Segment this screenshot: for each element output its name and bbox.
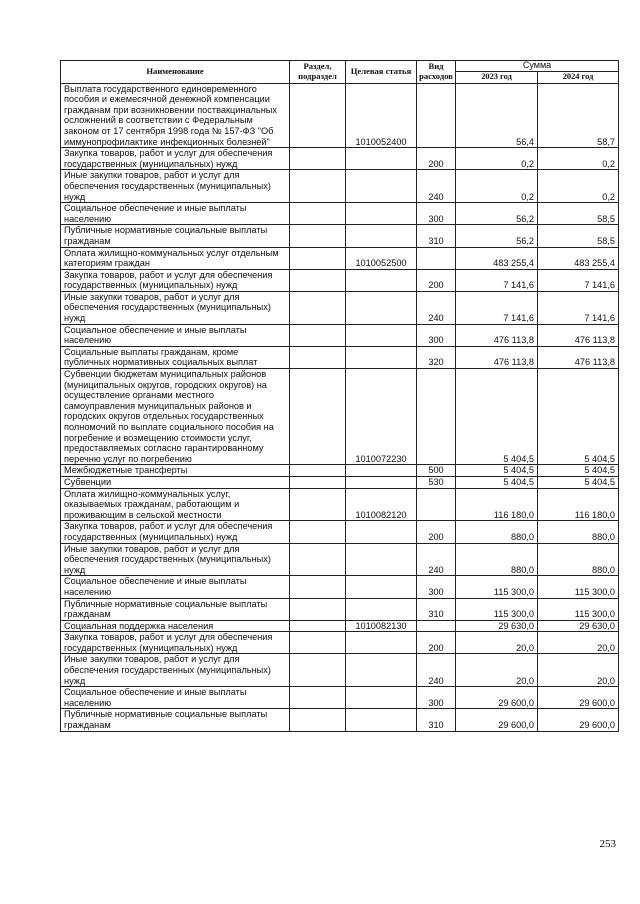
row-type-cell: 300 xyxy=(417,324,456,346)
row-name-cell: Субвенции бюджетам муниципальных районов (муниципальных округов, городских округов) на осуществление органами местного самоуправления муниципальных районов и городских округов отдельных государственных полномочий по выплате социального пособия на погребение и возмещению стоимости услуг, предоставляемых согласно гарантированному перечню услуг по погребению xyxy=(61,369,290,465)
row-type-cell xyxy=(417,247,456,269)
row-sum-2023-cell: 7 141,6 xyxy=(456,269,538,291)
row-name-cell: Иные закупки товаров, работ и услуг для обеспечения государственных (муниципальных) нужд xyxy=(61,543,290,576)
row-sum-2023-cell: 483 255,4 xyxy=(456,247,538,269)
row-sum-2023-cell: 880,0 xyxy=(456,521,538,543)
row-sum-2024-cell: 880,0 xyxy=(538,543,619,576)
row-sum-2023-cell: 56,2 xyxy=(456,203,538,225)
header-year-2023: 2023 год xyxy=(456,71,538,83)
row-type-cell: 200 xyxy=(417,269,456,291)
row-sum-2023-cell: 476 113,8 xyxy=(456,324,538,346)
row-target-cell xyxy=(346,465,417,477)
row-section-cell xyxy=(290,632,346,654)
row-sum-2023-cell: 5 404,5 xyxy=(456,465,538,477)
table-row xyxy=(61,225,619,247)
row-sum-2024-cell: 20,0 xyxy=(538,632,619,654)
row-type-cell xyxy=(417,83,456,148)
row-sum-2023-cell: 5 404,5 xyxy=(456,369,538,465)
row-sum-2023-cell: 0,2 xyxy=(456,148,538,170)
row-name-cell: Социальные выплаты гражданам, кроме публичных нормативных социальных выплат xyxy=(61,346,290,368)
row-sum-2024-cell: 58,5 xyxy=(538,225,619,247)
row-sum-2024-cell: 58,5 xyxy=(538,203,619,225)
row-sum-2024-cell: 116 180,0 xyxy=(538,488,619,521)
row-target-cell: 1010052400 xyxy=(346,83,417,148)
row-type-cell: 310 xyxy=(417,709,456,731)
table-row xyxy=(61,324,619,346)
table-row xyxy=(61,632,619,654)
header-target: Целевая статья xyxy=(346,61,417,84)
row-sum-2023-cell: 115 300,0 xyxy=(456,598,538,620)
row-section-cell xyxy=(290,620,346,632)
row-type-cell: 200 xyxy=(417,521,456,543)
row-target-cell: 1010052500 xyxy=(346,247,417,269)
row-type-cell: 310 xyxy=(417,225,456,247)
row-type-cell: 300 xyxy=(417,687,456,709)
table-row xyxy=(61,247,619,269)
row-sum-2023-cell: 116 180,0 xyxy=(456,488,538,521)
row-target-cell xyxy=(346,476,417,488)
row-type-cell: 300 xyxy=(417,203,456,225)
table-row xyxy=(61,598,619,620)
row-sum-2023-cell: 115 300,0 xyxy=(456,576,538,598)
row-target-cell: 1010072230 xyxy=(346,369,417,465)
row-sum-2024-cell: 7 141,6 xyxy=(538,291,619,324)
table-row xyxy=(61,488,619,521)
row-sum-2024-cell: 0,2 xyxy=(538,148,619,170)
row-sum-2023-cell: 880,0 xyxy=(456,543,538,576)
row-name-cell: Иные закупки товаров, работ и услуг для обеспечения государственных (муниципальных) нужд xyxy=(61,654,290,687)
table-row xyxy=(61,346,619,368)
row-sum-2024-cell: 7 141,6 xyxy=(538,269,619,291)
row-section-cell xyxy=(290,465,346,477)
table-row xyxy=(61,148,619,170)
row-name-cell: Оплата жилищно-коммунальных услуг, оказываемых гражданам, работающим и проживающим в сельской местности xyxy=(61,488,290,521)
row-type-cell xyxy=(417,369,456,465)
budget-table xyxy=(60,60,619,732)
table-row xyxy=(61,687,619,709)
row-type-cell: 240 xyxy=(417,654,456,687)
row-section-cell xyxy=(290,687,346,709)
row-name-cell: Публичные нормативные социальные выплаты гражданам xyxy=(61,709,290,731)
row-sum-2023-cell: 20,0 xyxy=(456,632,538,654)
row-type-cell: 500 xyxy=(417,465,456,477)
row-sum-2024-cell: 58,7 xyxy=(538,83,619,148)
row-target-cell xyxy=(346,598,417,620)
row-name-cell: Закупка товаров, работ и услуг для обеспечения государственных (муниципальных) нужд xyxy=(61,632,290,654)
row-type-cell: 320 xyxy=(417,346,456,368)
row-target-cell xyxy=(346,225,417,247)
row-name-cell: Социальное обеспечение и иные выплаты населению xyxy=(61,576,290,598)
row-name-cell: Публичные нормативные социальные выплаты гражданам xyxy=(61,598,290,620)
row-target-cell xyxy=(346,291,417,324)
row-type-cell: 300 xyxy=(417,576,456,598)
header-type: Вид расходов xyxy=(417,61,456,84)
row-target-cell xyxy=(346,576,417,598)
row-target-cell xyxy=(346,269,417,291)
row-target-cell xyxy=(346,632,417,654)
row-section-cell xyxy=(290,709,346,731)
table-row xyxy=(61,170,619,203)
row-target-cell xyxy=(346,709,417,731)
row-target-cell xyxy=(346,654,417,687)
row-section-cell xyxy=(290,576,346,598)
header-section: Раздел, подраздел xyxy=(290,61,346,84)
row-target-cell xyxy=(346,148,417,170)
row-type-cell: 240 xyxy=(417,170,456,203)
row-sum-2024-cell: 476 113,8 xyxy=(538,346,619,368)
row-type-cell xyxy=(417,620,456,632)
table-row xyxy=(61,465,619,477)
row-type-cell: 530 xyxy=(417,476,456,488)
row-sum-2023-cell: 476 113,8 xyxy=(456,346,538,368)
table-row xyxy=(61,521,619,543)
row-target-cell xyxy=(346,521,417,543)
table-row xyxy=(61,543,619,576)
row-target-cell: 1010082120 xyxy=(346,488,417,521)
row-sum-2024-cell: 29 600,0 xyxy=(538,687,619,709)
header-sum: Сумма xyxy=(456,61,619,72)
row-sum-2023-cell: 56,2 xyxy=(456,225,538,247)
row-name-cell: Социальная поддержка населения xyxy=(61,620,290,632)
row-name-cell: Оплата жилищно-коммунальных услуг отдельным категориям граждан xyxy=(61,247,290,269)
row-sum-2024-cell: 5 404,5 xyxy=(538,465,619,477)
row-name-cell: Закупка товаров, работ и услуг для обеспечения государственных (муниципальных) нужд xyxy=(61,148,290,170)
row-type-cell: 200 xyxy=(417,148,456,170)
row-name-cell: Закупка товаров, работ и услуг для обеспечения государственных (муниципальных) нужд xyxy=(61,269,290,291)
row-type-cell: 240 xyxy=(417,543,456,576)
row-sum-2024-cell: 29 630,0 xyxy=(538,620,619,632)
row-target-cell: 1010082130 xyxy=(346,620,417,632)
row-sum-2023-cell: 5 404,5 xyxy=(456,476,538,488)
row-name-cell: Социальное обеспечение и иные выплаты населению xyxy=(61,324,290,346)
table-row xyxy=(61,291,619,324)
row-sum-2024-cell: 115 300,0 xyxy=(538,576,619,598)
table-row xyxy=(61,709,619,731)
row-name-cell: Социальное обеспечение и иные выплаты населению xyxy=(61,687,290,709)
row-sum-2023-cell: 7 141,6 xyxy=(456,291,538,324)
row-name-cell: Иные закупки товаров, работ и услуг для обеспечения государственных (муниципальных) нужд xyxy=(61,291,290,324)
row-sum-2023-cell: 0,2 xyxy=(456,170,538,203)
row-sum-2023-cell: 29 600,0 xyxy=(456,687,538,709)
row-section-cell xyxy=(290,346,346,368)
row-section-cell xyxy=(290,598,346,620)
row-section-cell xyxy=(290,476,346,488)
row-section-cell xyxy=(290,324,346,346)
row-target-cell xyxy=(346,687,417,709)
row-name-cell: Субвенции xyxy=(61,476,290,488)
table-header xyxy=(61,61,619,84)
row-section-cell xyxy=(290,83,346,148)
row-sum-2024-cell: 20,0 xyxy=(538,654,619,687)
row-type-cell: 240 xyxy=(417,291,456,324)
row-target-cell xyxy=(346,203,417,225)
row-section-cell xyxy=(290,247,346,269)
row-name-cell: Социальное обеспечение и иные выплаты населению xyxy=(61,203,290,225)
table-row xyxy=(61,269,619,291)
row-section-cell xyxy=(290,654,346,687)
row-target-cell xyxy=(346,543,417,576)
row-sum-2024-cell: 115 300,0 xyxy=(538,598,619,620)
row-sum-2023-cell: 29 630,0 xyxy=(456,620,538,632)
row-section-cell xyxy=(290,291,346,324)
header-year-2024: 2024 год xyxy=(538,71,619,83)
row-section-cell xyxy=(290,225,346,247)
row-section-cell xyxy=(290,269,346,291)
row-type-cell: 200 xyxy=(417,632,456,654)
table-row xyxy=(61,620,619,632)
row-section-cell xyxy=(290,170,346,203)
table-row xyxy=(61,654,619,687)
table-row xyxy=(61,83,619,148)
table-row xyxy=(61,576,619,598)
row-sum-2024-cell: 880,0 xyxy=(538,521,619,543)
row-sum-2024-cell: 0,2 xyxy=(538,170,619,203)
row-sum-2023-cell: 56,4 xyxy=(456,83,538,148)
row-target-cell xyxy=(346,324,417,346)
table-row xyxy=(61,476,619,488)
row-name-cell: Выплата государственного единовременного пособия и ежемесячной денежной компенсации гражданам при возникновении поствакцинальных осложнений в соответствии с Федеральным законом от 17 сентября 1998 года № 157-ФЗ "Об иммунопрофилактике инфекционных болезней" xyxy=(61,83,290,148)
row-sum-2024-cell: 5 404,5 xyxy=(538,476,619,488)
page-number: 253 xyxy=(599,838,616,850)
row-type-cell xyxy=(417,488,456,521)
row-section-cell xyxy=(290,369,346,465)
row-target-cell xyxy=(346,346,417,368)
row-sum-2024-cell: 483 255,4 xyxy=(538,247,619,269)
row-section-cell xyxy=(290,488,346,521)
row-type-cell: 310 xyxy=(417,598,456,620)
row-sum-2023-cell: 29 600,0 xyxy=(456,709,538,731)
row-section-cell xyxy=(290,521,346,543)
row-sum-2024-cell: 476 113,8 xyxy=(538,324,619,346)
table-row xyxy=(61,203,619,225)
row-section-cell xyxy=(290,148,346,170)
row-name-cell: Межбюджетные трансферты xyxy=(61,465,290,477)
row-name-cell: Публичные нормативные социальные выплаты гражданам xyxy=(61,225,290,247)
row-sum-2023-cell: 20,0 xyxy=(456,654,538,687)
header-name: Наименование xyxy=(61,61,290,84)
table-row xyxy=(61,369,619,465)
row-section-cell xyxy=(290,543,346,576)
table-body xyxy=(61,83,619,731)
row-target-cell xyxy=(346,170,417,203)
row-sum-2024-cell: 29 600,0 xyxy=(538,709,619,731)
row-sum-2024-cell: 5 404,5 xyxy=(538,369,619,465)
row-name-cell: Закупка товаров, работ и услуг для обеспечения государственных (муниципальных) нужд xyxy=(61,521,290,543)
row-section-cell xyxy=(290,203,346,225)
row-name-cell: Иные закупки товаров, работ и услуг для обеспечения государственных (муниципальных) нужд xyxy=(61,170,290,203)
